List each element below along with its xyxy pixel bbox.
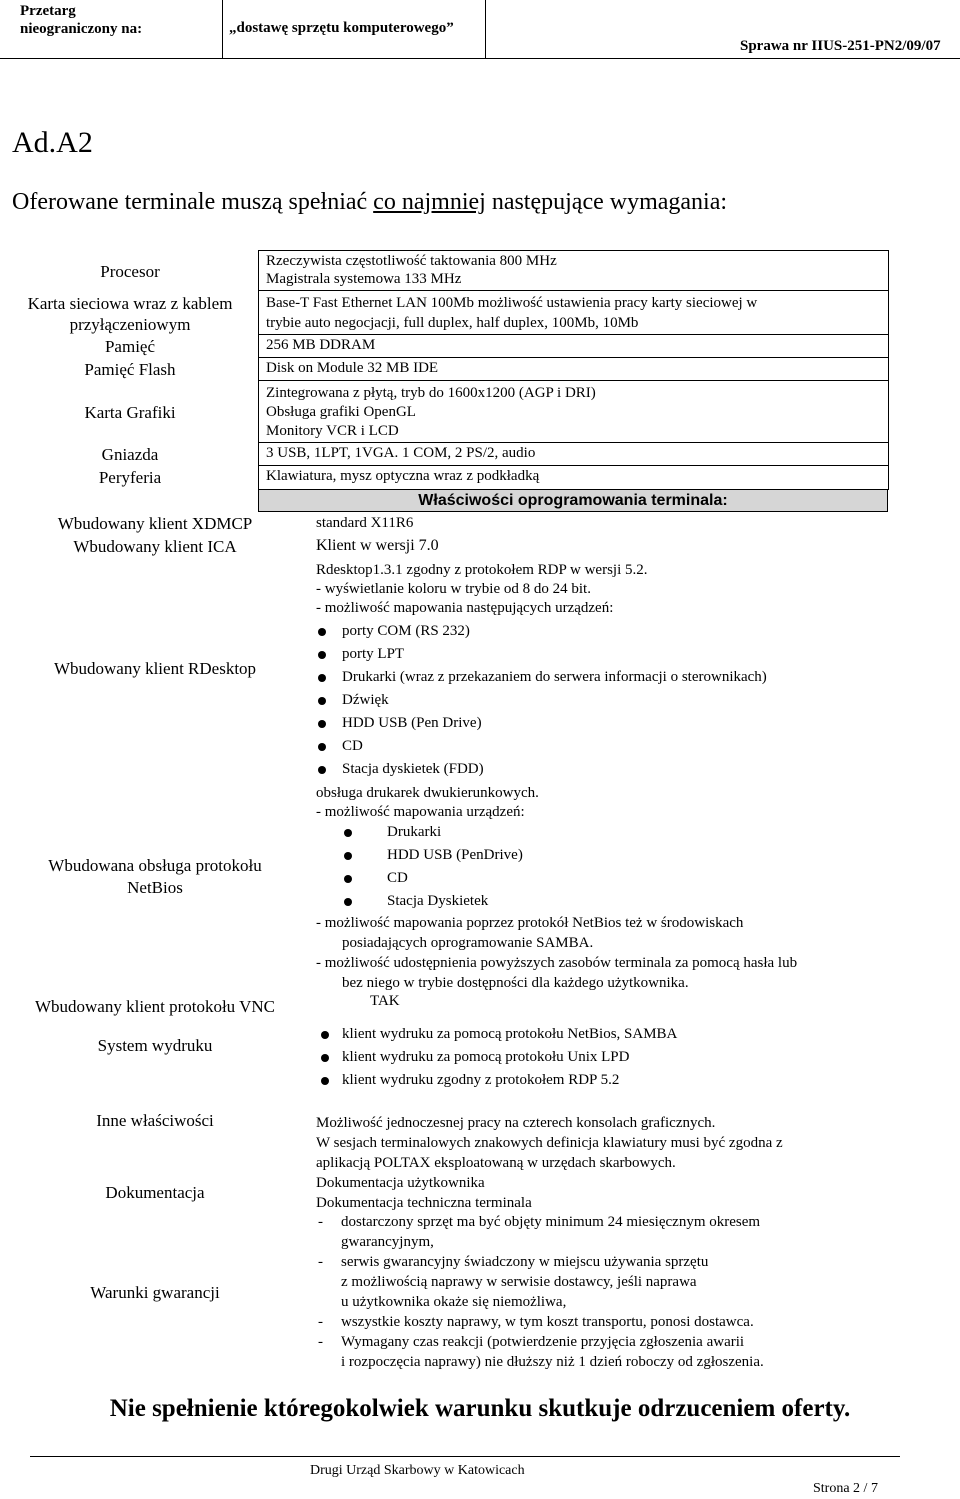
- value-graphics-line: Monitory VCR i LCD: [266, 423, 399, 439]
- rdesktop-bullet: CD: [342, 738, 363, 754]
- netbios-bullet: HDD USB (PenDrive): [387, 847, 523, 863]
- header-tender-label: [20, 2, 142, 38]
- label-network: [0, 293, 260, 335]
- value-ica: Klient w wersji 7.0: [316, 537, 439, 554]
- bullet-dot: [318, 697, 326, 705]
- bullet-dot: [321, 1031, 329, 1039]
- bullet-dot: [344, 852, 352, 860]
- label-processor: Procesor: [100, 262, 160, 281]
- warranty-line: z możliwością naprawy w serwisie dostawcy, jeśli naprawa: [341, 1274, 697, 1290]
- warranty-line: u użytkownika okaże się niemożliwa,: [341, 1294, 567, 1310]
- netbios-bullet: CD: [387, 870, 408, 886]
- value-network: [266, 293, 757, 333]
- label-network-line1: Karta sieciowa wraz z kablem: [27, 294, 233, 313]
- footer-office: Drugi Urząd Skarbowy w Katowicach: [310, 1463, 525, 1478]
- warranty-line: dostarczony sprzęt ma być objęty minimum 24 miesięcznym okresem: [341, 1214, 761, 1230]
- netbios-after-line: posiadających oprogramowanie SAMBA.: [342, 935, 594, 951]
- rdesktop-bullet: HDD USB (Pen Drive): [342, 715, 482, 731]
- value-flash: Disk on Module 32 MB IDE: [266, 360, 439, 376]
- netbios-bullet: Stacja Dyskietek: [387, 893, 489, 909]
- value-processor: [266, 252, 557, 288]
- bullet-dot: [318, 766, 326, 774]
- value-docs: [316, 1173, 532, 1213]
- value-memory: 256 MB DDRAM: [266, 337, 376, 353]
- hw-row-sep: [258, 442, 888, 443]
- value-xdmcp: standard X11R6: [316, 515, 414, 531]
- rdesktop-bullet: porty LPT: [342, 646, 405, 662]
- warranty-dash: -: [318, 1314, 323, 1330]
- label-ports: Gniazda: [101, 445, 159, 464]
- hw-row-sep: [258, 290, 888, 291]
- label-netbios: [0, 855, 310, 899]
- intro-before: Oferowane terminale muszą spełniać: [12, 189, 374, 215]
- netbios-bullet: Drukarki: [387, 824, 442, 840]
- bullet-dot: [344, 875, 352, 883]
- hw-row-sep: [258, 334, 888, 335]
- bullet-dot: [318, 743, 326, 751]
- other-line: Możliwość jednoczesnej pracy na czterech konsolach graficznych.: [316, 1115, 716, 1131]
- hw-row-sep: [258, 380, 888, 381]
- label-xdmcp: Wbudowany klient XDMCP: [57, 514, 253, 533]
- netbios-after-line: bez niego w trybie dostępności dla każdego użytkownika.: [342, 975, 689, 991]
- label-print: System wydruku: [97, 1036, 213, 1055]
- other-line: aplikacją POLTAX eksploatowaną w urzędach skarbowych.: [316, 1155, 676, 1171]
- rdesktop-line: - wyświetlanie koloru w trybie od 8 do 24 bit.: [316, 581, 591, 597]
- value-rdesktop: [316, 561, 648, 618]
- label-network-line2: przyłączeniowym: [69, 315, 191, 334]
- rdesktop-bullet: Stacja dyskietek (FDD): [342, 761, 484, 777]
- warranty-line: wszystkie koszty naprawy, w tym koszt transportu, ponosi dostawca.: [341, 1314, 754, 1330]
- value-netbios-after: [316, 913, 797, 993]
- docs-line: Dokumentacja techniczna terminala: [316, 1195, 532, 1211]
- bullet-dot: [318, 628, 326, 636]
- warranty-dash: -: [318, 1214, 323, 1230]
- rdesktop-bullet: porty COM (RS 232): [342, 623, 470, 639]
- hw-row-sep: [258, 465, 888, 466]
- label-vnc: Wbudowany klient protokołu VNC: [34, 997, 276, 1016]
- bullet-dot: [318, 720, 326, 728]
- warranty-line: serwis gwarancyjny świadczony w miejscu używania sprzętu: [341, 1254, 709, 1270]
- section-title: Ad.A2: [12, 126, 93, 159]
- label-ica: Wbudowany klient ICA: [73, 537, 237, 556]
- rdesktop-line: Rdesktop1.3.1 zgodny z protokołem RDP w wersji 5.2.: [316, 562, 648, 578]
- value-peripherals: Klawiatura, mysz optyczna wraz z podkładką: [266, 468, 540, 484]
- value-vnc: TAK: [370, 993, 400, 1009]
- bullet-dot: [321, 1077, 329, 1085]
- warranty-line: Wymagany czas reakcji (potwierdzenie przyjęcia zgłoszenia awarii: [341, 1334, 745, 1350]
- value-processor-line: Magistrala systemowa 133 MHz: [266, 271, 462, 287]
- header-case-number: Sprawa nr IIUS-251-PN2/09/07: [740, 38, 941, 54]
- print-bullet: klient wydruku zgodny z protokołem RDP 5.2: [342, 1072, 620, 1088]
- netbios-line: - możliwość mapowania urządzeń:: [316, 804, 525, 820]
- intro-after: następujące wymagania:: [485, 189, 728, 215]
- bullet-dot: [321, 1054, 329, 1062]
- value-netbios: [316, 784, 539, 822]
- print-bullet: klient wydruku za pomocą protokołu Unix LPD: [342, 1049, 630, 1065]
- warranty-line: i rozpoczęcia naprawy) nie dłuższy niż 1 dzień roboczy od zgłoszenia.: [341, 1354, 764, 1370]
- software-section-header: Właściwości oprogramowania terminala:: [258, 489, 888, 512]
- label-graphics: Karta Grafiki: [84, 403, 176, 422]
- rdesktop-bullet: Dźwięk: [342, 692, 389, 708]
- header-subject: „dostawę sprzętu komputerowego”: [229, 20, 454, 36]
- netbios-after-line: - możliwość mapowania poprzez protokół NetBios też w środowiskach: [316, 915, 744, 931]
- warranty-dash: -: [318, 1254, 323, 1270]
- label-netbios-line1: Wbudowana obsługa protokołu: [48, 856, 262, 875]
- header-tender-line2: nieograniczony na:: [20, 21, 143, 37]
- bullet-dot: [318, 674, 326, 682]
- header-sep-2: [485, 0, 486, 58]
- intro-heading: [12, 189, 727, 216]
- closing-statement: Nie spełnienie któregokolwiek warunku skutkuje odrzuceniem oferty.: [109, 1395, 851, 1422]
- rdesktop-bullet: Drukarki (wraz z przekazaniem do serwera informacji o sterownikach): [342, 669, 767, 685]
- value-graphics: [266, 384, 596, 441]
- bullet-dot: [344, 829, 352, 837]
- intro-underlined: co najmniej: [373, 189, 486, 215]
- hw-row-sep: [258, 357, 888, 358]
- netbios-after-line: - możliwość udostępnienia powyższych zasobów terminala za pomocą hasła lub: [316, 955, 798, 971]
- header-sep-1: [222, 0, 223, 58]
- header-divider: [0, 58, 960, 59]
- footer-page-number: Strona 2 / 7: [813, 1481, 878, 1496]
- label-warranty: Warunki gwarancji: [90, 1283, 220, 1302]
- value-ports: 3 USB, 1LPT, 1VGA. 1 COM, 2 PS/2, audio: [266, 445, 536, 461]
- bullet-dot: [318, 651, 326, 659]
- label-peripherals: Peryferia: [98, 468, 162, 487]
- warranty-dash: -: [318, 1334, 323, 1350]
- rdesktop-line: - możliwość mapowania następujących urządzeń:: [316, 600, 614, 616]
- value-graphics-line: Obsługa grafiki OpenGL: [266, 404, 416, 420]
- hw-right-border: [888, 250, 889, 490]
- value-network-line: trybie auto negocjacji, full duplex, half duplex, 100Mb, 10Mb: [266, 315, 639, 331]
- label-docs: Dokumentacja: [105, 1183, 205, 1202]
- header-tender-line1: Przetarg: [20, 3, 76, 19]
- label-netbios-line2: NetBios: [127, 878, 183, 897]
- label-other: Inne właściwości: [96, 1111, 214, 1130]
- value-network-line: Base-T Fast Ethernet LAN 100Mb możliwość ustawienia pracy karty sieciowej w: [266, 295, 758, 311]
- bullet-dot: [344, 898, 352, 906]
- value-other: [316, 1113, 783, 1173]
- value-graphics-line: Zintegrowana z płytą, tryb do 1600x1200 (AGP i DRI): [266, 385, 596, 401]
- netbios-line: obsługa drukarek dwukierunkowych.: [316, 785, 539, 801]
- other-line: W sesjach terminalowych znakowych definicja klawiatury musi być zgodna z: [316, 1135, 783, 1151]
- label-memory: Pamięć: [104, 337, 156, 356]
- label-flash: Pamięć Flash: [84, 360, 176, 379]
- print-bullet: klient wydruku za pomocą protokołu NetBios, SAMBA: [342, 1026, 678, 1042]
- warranty-line: gwarancyjnym,: [341, 1234, 434, 1250]
- value-processor-line: Rzeczywista częstotliwość taktowania 800 MHz: [266, 253, 557, 269]
- footer-divider: [30, 1456, 900, 1457]
- hw-top-border: [258, 250, 888, 251]
- docs-line: Dokumentacja użytkownika: [316, 1175, 485, 1191]
- label-rdesktop: Wbudowany klient RDesktop: [53, 659, 257, 678]
